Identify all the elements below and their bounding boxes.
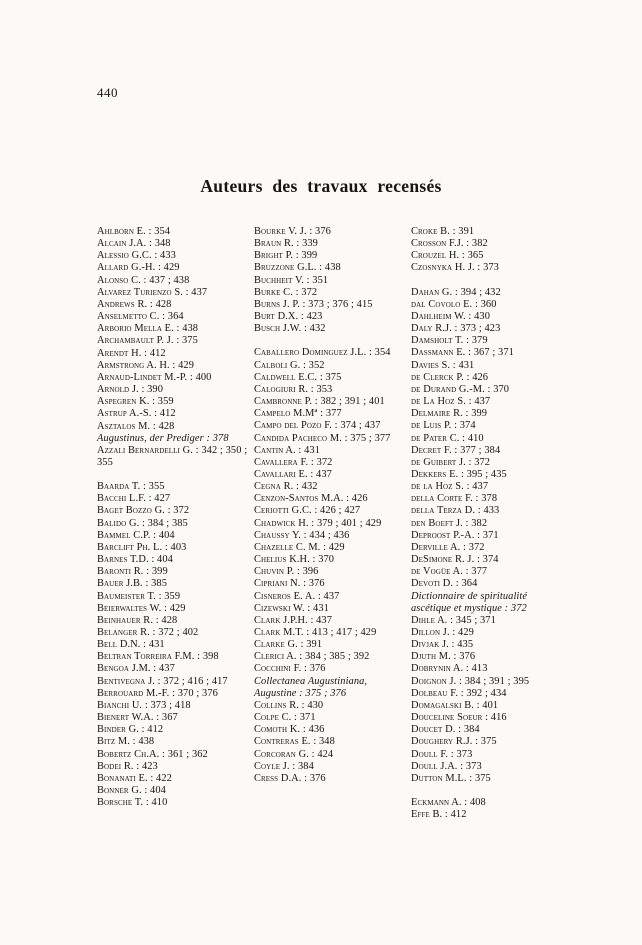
index-entry: Bengoa J.M. : 437 — [97, 663, 175, 675]
index-entry: Comoth K. : 436 — [254, 724, 325, 736]
index-entry: de Pater C. : 410 — [411, 432, 484, 444]
index-entry: Chazelle C. M. : 429 — [254, 541, 345, 553]
index-entry: Arnaud-Lindet M.-P. : 400 — [97, 371, 212, 383]
index-entry: Andrews R. : 428 — [97, 298, 172, 310]
index-entry: Beierwaltes W. : 429 — [97, 602, 186, 614]
index-entry: Delmaire R. : 399 — [411, 408, 488, 420]
index-column — [97, 226, 248, 821]
index-entry: Alcain J.A. : 348 — [97, 238, 171, 250]
index-entry: Burke C. : 372 — [254, 286, 318, 298]
index-entry: de la Hoz S. : 437 — [411, 481, 489, 493]
index-entry: Cegna R. : 432 — [254, 481, 318, 493]
index-entry: della Corte F. : 378 — [411, 493, 498, 505]
index-entry: Calboli G. : 352 — [254, 359, 325, 371]
index-entry: Cavallera F. : 372 — [254, 456, 333, 468]
index-entry: Domagalski B. : 401 — [411, 699, 499, 711]
index-entry: Dolbeau F. : 392 ; 434 — [411, 687, 507, 699]
index-entry: Cress D.A. : 376 — [254, 772, 326, 784]
index-entry: Bright P. : 399 — [254, 250, 318, 262]
index-entry: Cisneros E. A. : 437 — [254, 590, 340, 602]
index-entry: Clark M.T. : 413 ; 417 ; 429 — [254, 627, 377, 638]
index-entry: Alvarez Turienzo S. : 437 — [97, 286, 208, 298]
index-entry: Campelo M.Mª : 377 — [254, 408, 342, 420]
index-entry: Burns J. P. : 373 ; 376 ; 415 — [254, 298, 373, 310]
index-entry: Astrup A.-S. : 412 — [97, 408, 176, 420]
index-entry: Doull F. : 373 — [411, 748, 473, 760]
index-entry: Calogiuri R. : 353 — [254, 383, 333, 395]
index-entry: Clarke G. : 391 — [254, 639, 323, 651]
index-entry: Cocchini F. : 376 — [254, 663, 326, 675]
index-entry: Ahlborn E. : 354 — [97, 226, 171, 237]
index-entry: Dahlheim W. : 430 — [411, 310, 491, 322]
index-entry: Archambault P. J. : 375 — [97, 335, 198, 347]
index-entry: Croke B. : 391 — [411, 226, 475, 237]
index-entry: Ceriotti G.C. : 426 ; 427 — [254, 505, 361, 517]
index-entry: Beinhauer R. : 428 — [97, 614, 178, 626]
index-entry: Buchheit V. : 351 — [254, 274, 329, 286]
index-entry: Dutton M.L. : 375 — [411, 772, 491, 784]
index-entry: Decret F. : 377 ; 384 — [411, 444, 501, 456]
index-entry: Bitz M. : 438 — [97, 736, 155, 748]
index-entry: Corcoran G. : 424 — [254, 748, 334, 760]
index-entry: Balido G. : 384 ; 385 — [97, 517, 188, 529]
index-entry: Clerici A. : 384 ; 385 ; 392 — [254, 651, 370, 663]
index-entry: Binder G. : 412 — [97, 724, 164, 736]
index-entry: Cavallari E. : 437 — [254, 468, 332, 480]
index-entry: Effe B. : 412 — [411, 809, 467, 821]
index-entry: Colpe C. : 371 — [254, 712, 316, 724]
index-entry: Dillon J. : 429 — [411, 627, 474, 638]
index-entry: Doignon J. : 384 ; 391 ; 395 — [411, 675, 530, 687]
index-entry: Cantin A. : 431 — [254, 444, 320, 456]
index-entry: Belanger R. : 372 ; 402 — [97, 627, 199, 638]
index-entry: della Terza D. : 433 — [411, 505, 500, 517]
index-entry: Bentivegna J. : 372 ; 416 ; 417 — [97, 675, 228, 687]
index-entry: Dictionnaire de spiritualité ascétique et mystique : 372 — [411, 590, 528, 614]
index-entry: Borsche T. : 410 — [97, 797, 168, 809]
index-entry: Eckmann A. : 408 — [411, 797, 486, 809]
index-entry: Damsholt T. : 379 — [411, 335, 488, 347]
index-entry: Bianchi U. : 373 ; 418 — [97, 699, 191, 711]
index-entry: Chuvin P. : 396 — [254, 566, 319, 578]
index-entry: Douceline Soeur : 416 — [411, 712, 507, 724]
index-entry: Chelius K.H. : 370 — [254, 554, 335, 566]
index-entry: Czosnyka H. J. : 373 — [411, 262, 499, 274]
index-entry: Arnold J. : 390 — [97, 384, 164, 396]
index-entry: Baronti R. : 399 — [97, 566, 168, 578]
index-entry: de Guibert J. : 372 — [411, 456, 491, 468]
index-entry: Asztalos M. : 428 — [97, 420, 175, 432]
index-entry: Barnes T.D. : 404 — [97, 554, 173, 566]
index-entry: Chaussy Y. : 434 ; 436 — [254, 529, 350, 541]
index-entry: Bobertz Ch.A. : 361 ; 362 — [97, 748, 208, 760]
page-number: 440 — [97, 85, 118, 100]
index-entry: Devoti D. : 364 — [411, 578, 478, 590]
index-entry: Cipriani N. : 376 — [254, 578, 325, 590]
index-entry: Doucet D. : 384 — [411, 724, 480, 736]
index-entry: Dobrynin A. : 413 — [411, 663, 488, 675]
index-entry: Baarda T. : 355 — [97, 481, 165, 493]
index-entry: Dihle A. : 345 ; 371 — [411, 614, 496, 626]
index-entry: Divjak J. : 435 — [411, 639, 474, 651]
index-entry: Burt D.X. : 423 — [254, 311, 323, 323]
index-entry: Contreras E. : 348 — [254, 736, 335, 748]
index-entry: Collectanea Augustiniana, Augustine : 375 ; 376 — [254, 675, 368, 699]
index-entry: Bruzzone G.L. : 438 — [254, 262, 341, 274]
index-entry: de Luis P. : 374 — [411, 420, 476, 432]
index-entry: Baget Bozzo G. : 372 — [97, 505, 190, 517]
index-entry: Bonanati E. : 422 — [97, 772, 172, 784]
index-entry: de Vogüe A. : 377 — [411, 566, 488, 578]
index-entry: Bacchi L.F. : 427 — [97, 493, 171, 505]
index-entry: Caballero Dominguez J.L. : 354 — [254, 347, 391, 359]
index-entry: Bodei R. : 423 — [97, 760, 158, 772]
index-entry: Davies S. : 431 — [411, 359, 475, 371]
index-entry: Arborio Mella E. : 438 — [97, 323, 199, 335]
index-entry: Derville A. : 372 — [411, 541, 485, 553]
index-entry: DeSimone R. J. : 374 — [411, 554, 499, 566]
index-entry: Clark J.P.H. : 437 — [254, 614, 333, 626]
index-entry: Azzali Bernardelli G. : 342 ; 350 ; 355 — [97, 444, 248, 468]
index-entry: Baumeister T. : 359 — [97, 590, 181, 602]
index-columns — [97, 226, 563, 821]
index-entry: Alessio G.C. : 433 — [97, 250, 176, 262]
index-entry: Dassmann E. : 367 ; 371 — [411, 347, 514, 359]
index-entry: Bammel C.P. : 404 — [97, 529, 175, 541]
index-entry: Campo del Pozo F. : 374 ; 437 — [254, 420, 381, 432]
index-entry: de La Hoz S. : 437 — [411, 396, 491, 408]
index-entry: Braun R. : 339 — [254, 238, 318, 250]
index-entry: Crosson F.J. : 382 — [411, 238, 488, 250]
index-entry: Arendt H. : 412 — [97, 347, 166, 359]
index-entry: Bourke V. J. : 376 — [254, 226, 331, 237]
index-entry: Cizewski W. : 431 — [254, 602, 329, 614]
index-entry: Deproost P.-A. : 371 — [411, 529, 499, 541]
index-entry: Dekkers E. : 395 ; 435 — [411, 468, 507, 480]
index-entry: den Boeft J. : 382 — [411, 517, 488, 529]
index-entry: Coyle J. : 384 — [254, 760, 314, 772]
page-title: Auteurs des travaux recensés — [200, 176, 442, 196]
index-entry: Armstrong A. H. : 429 — [97, 359, 194, 371]
index-entry: Doull J.A. : 373 — [411, 760, 482, 772]
index-entry: Beltran Torreira F.M. : 398 — [97, 651, 219, 663]
index-entry: dal Covolo E. : 360 — [411, 298, 497, 310]
index-entry: de Durand G.-M. : 370 — [411, 383, 510, 395]
index-entry: Aspegren K. : 359 — [97, 396, 174, 408]
index-entry: Candida Pacheco M. : 375 ; 377 — [254, 432, 391, 444]
index-entry: Busch J.W. : 432 — [254, 323, 326, 335]
index-entry: Bonner G. : 404 — [97, 785, 166, 797]
index-entry: Cambronne P. : 382 ; 391 ; 401 — [254, 396, 385, 408]
index-entry: Alonso C. : 437 ; 438 — [97, 274, 190, 286]
index-entry: de Clerck P. : 426 — [411, 371, 489, 383]
index-entry: Crouzel H. : 365 — [411, 250, 484, 262]
index-column — [254, 226, 405, 821]
index-entry: Anselmetto C. : 364 — [97, 311, 184, 323]
index-entry: Doughery R.J. : 375 — [411, 736, 497, 748]
index-entry: Caldwell E.C. : 375 — [254, 371, 342, 383]
index-entry: Dahan G. : 394 ; 432 — [411, 286, 501, 298]
index-column — [411, 226, 562, 821]
index-entry: Bell D.N. : 431 — [97, 639, 165, 651]
index-entry: Allard G.-H. : 429 — [97, 262, 180, 274]
index-entry: Chadwick H. : 379 ; 401 ; 429 — [254, 517, 382, 529]
index-entry: Barclift Ph. L. : 403 — [97, 541, 187, 553]
index-entry: Augustinus, der Prediger : 378 — [97, 432, 229, 444]
index-entry: Bauer J.B. : 385 — [97, 578, 168, 590]
index-entry: Cenzon-Santos M.A. : 426 — [254, 493, 368, 505]
index-entry: Collins R. : 430 — [254, 699, 324, 711]
index-entry: Daly R.J. : 373 ; 423 — [411, 323, 501, 335]
index-entry: Bienert W.A. : 367 — [97, 712, 178, 724]
index-entry: Berrouard M.-F. : 370 ; 376 — [97, 687, 218, 699]
index-entry: Djuth M. : 376 — [411, 651, 476, 663]
